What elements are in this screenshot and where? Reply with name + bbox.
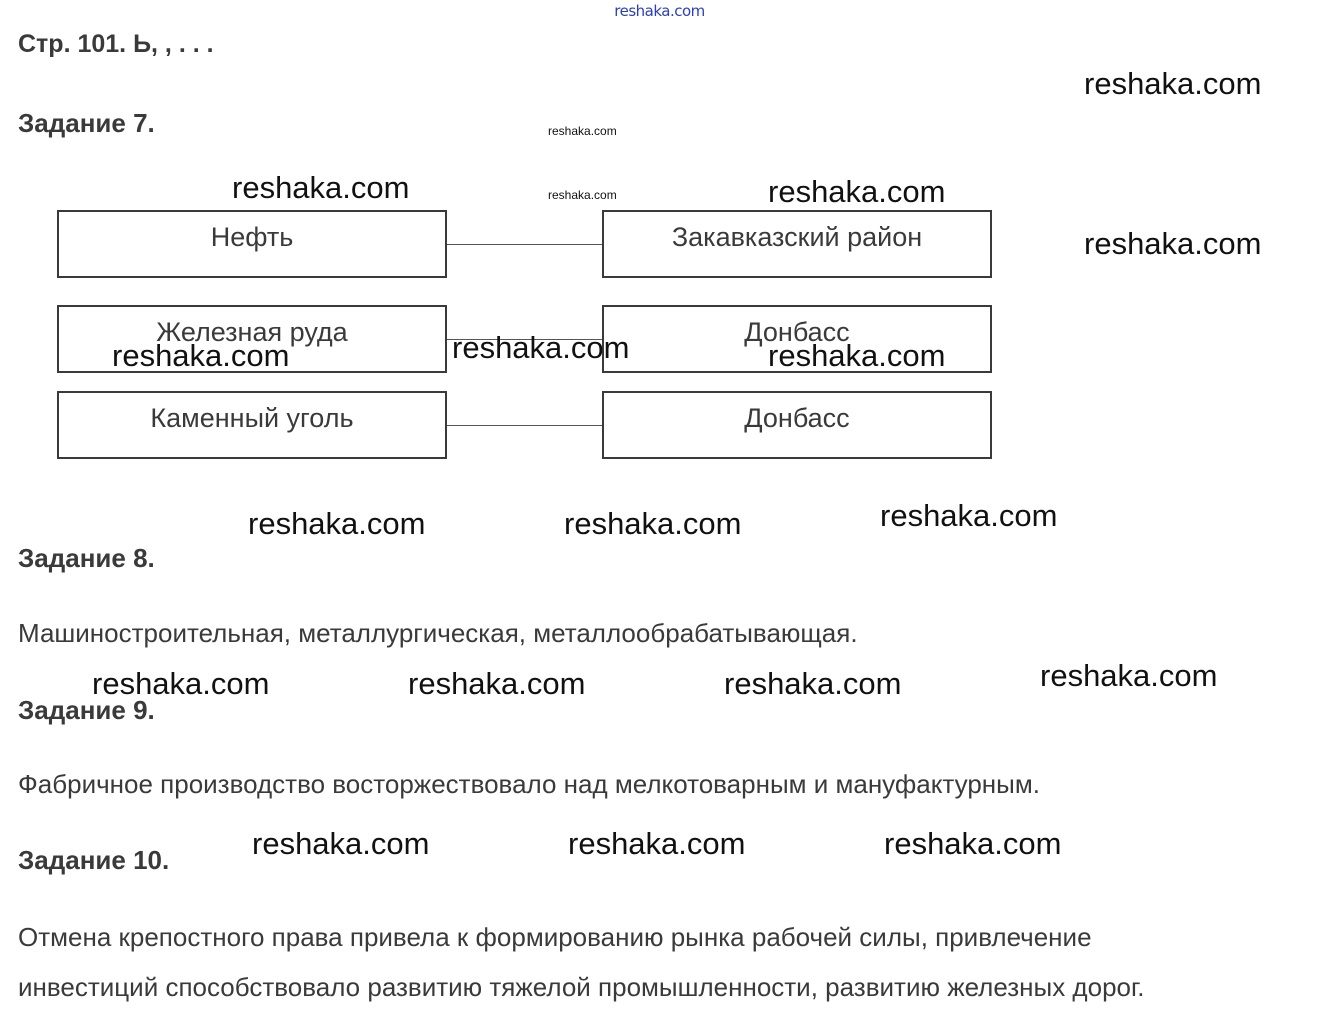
task10-heading: Задание 10. bbox=[18, 845, 170, 875]
watermark: reshaka.com bbox=[408, 666, 586, 701]
watermark: reshaka.com bbox=[248, 506, 426, 541]
task10-answer-line2: инвестиций способствовало развитию тяжелой промышленности, развитию железных дорог. bbox=[18, 972, 1145, 1002]
watermark: reshaka.com bbox=[884, 826, 1062, 861]
watermark: reshaka.com bbox=[768, 174, 946, 209]
watermark: reshaka.com bbox=[92, 666, 270, 701]
page-header: Стр. 101. Ь, , . . . bbox=[18, 30, 214, 58]
watermark: reshaka.com bbox=[768, 338, 946, 373]
watermark: reshaka.com bbox=[252, 826, 430, 861]
task7-heading: Задание 7. bbox=[18, 108, 155, 138]
connector-line bbox=[447, 425, 603, 426]
watermark: reshaka.com bbox=[232, 170, 410, 205]
watermark: reshaka.com bbox=[548, 124, 617, 138]
task8-heading: Задание 8. bbox=[18, 543, 155, 573]
connector-line bbox=[447, 244, 603, 245]
watermark: reshaka.com bbox=[724, 666, 902, 701]
watermark: reshaka.com bbox=[568, 826, 746, 861]
watermark: reshaka.com bbox=[112, 338, 290, 373]
resource-box-coal: Каменный уголь bbox=[57, 391, 447, 459]
region-box-donbass: Донбасс bbox=[602, 305, 992, 373]
site-watermark-top[interactable]: reshaka.com bbox=[614, 2, 705, 20]
resource-box-iron-ore: Железная руда bbox=[57, 305, 447, 373]
watermark: reshaka.com bbox=[880, 498, 1058, 533]
region-box-donbass: Донбасс bbox=[602, 391, 992, 459]
watermark: reshaka.com bbox=[564, 506, 742, 541]
watermark: reshaka.com bbox=[452, 330, 630, 365]
region-box-transcaucasus: Закавказский район bbox=[602, 210, 992, 278]
task10-answer-line1: Отмена крепостного права привела к формированию рынка рабочей силы, привлечение bbox=[18, 922, 1092, 952]
watermark: reshaka.com bbox=[548, 188, 617, 202]
watermark: reshaka.com bbox=[1084, 226, 1262, 261]
task9-heading: Задание 9. bbox=[18, 695, 155, 725]
watermark: reshaka.com bbox=[1040, 658, 1218, 693]
resource-box-oil: Нефть bbox=[57, 210, 447, 278]
watermark: reshaka.com bbox=[1084, 66, 1262, 101]
task8-answer: Машиностроительная, металлургическая, металлообрабатывающая. bbox=[18, 618, 858, 648]
task9-answer: Фабричное производство восторжествовало над мелкотоварным и мануфактурным. bbox=[18, 769, 1040, 799]
